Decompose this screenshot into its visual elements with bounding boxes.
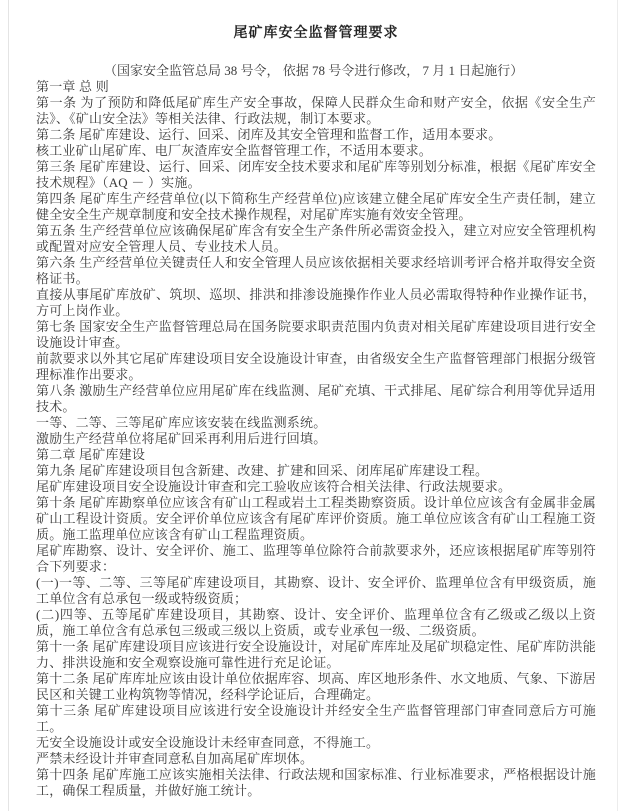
paragraph: 直接从事尾矿库放矿、筑坝、巡坝、排洪和排渗设施操作作业人员必需取得特种作业操作证书，方可上岗作业。 bbox=[36, 287, 596, 318]
paragraph: 第四条 尾矿库生产经营单位(以下简称生产经营单位)应该建立健全尾矿库安全生产责任制，建立健全安全生产规章制度和安全技术操作规程，对尾矿库实施有效安全管理。 bbox=[36, 191, 596, 222]
paragraph: 第六条 生产经营单位关键责任人和安全管理人员应该依据相关要求经培训考评合格并取得安全资格证书。 bbox=[36, 255, 596, 286]
paragraph: 尾矿库勘察、设计、安全评价、施工、监理等单位除符合前款要求外，还应该根据尾矿库等别符合下列要求： bbox=[36, 543, 596, 574]
paragraph: 第七条 国家安全生产监督管理总局在国务院要求职责范围内负责对相关尾矿库建设项目进行安全设施设计审查。 bbox=[36, 319, 596, 350]
paragraph-list bbox=[36, 79, 596, 799]
paragraph: 第十四条 尾矿库施工应该实施相关法律、行政法规和国家标准、行业标准要求，严格根据设计施工，确保工程质量，并做好施工统计。 bbox=[36, 767, 596, 798]
chapter-heading: 第二章 尾矿库建设 bbox=[36, 447, 146, 462]
paragraph: 第一条 为了预防和降低尾矿库生产安全事故，保障人民群众生命和财产安全，依据《安全生产法》、《矿山安全法》等相关法律、行政法规，制订本要求。 bbox=[36, 95, 596, 126]
paragraph: 第十一条 尾矿库建设项目应该进行安全设施设计，对尾矿库库址及尾矿坝稳定性、尾矿库防洪能力、排洪设施和安全观察设施可靠性进行充足论证。 bbox=[36, 639, 596, 670]
paragraph: 核工业矿山尾矿库、电厂灰渣库安全监督管理工作，不适用本要求。 bbox=[36, 143, 433, 158]
paragraph: 第三条 尾矿库建设、运行、回采、闭库安全技术要求和尾矿库等别划分标准，根据《尾矿库安全技术规程》（AQ － ）实施。 bbox=[36, 159, 596, 190]
paragraph: 第十二条 尾矿库库址应该由设计单位依据库容、坝高、库区地形条件、水文地质、气象、下游居民区和关键工业构筑物等情况，经科学论证后，合理确定。 bbox=[36, 671, 596, 702]
paragraph: 一等、二等、三等尾矿库应该安装在线监测系统。 bbox=[36, 415, 327, 430]
document-title: 尾矿库安全监督管理要求 bbox=[233, 26, 399, 41]
paragraph: 前款要求以外其它尾矿库建设项目安全设施设计审查，由省级安全生产监督管理部门根据分级管理标准作出要求。 bbox=[36, 351, 596, 382]
paragraph: 第九条 尾矿库建设项目包含新建、改建、扩建和回采、闭库尾矿库建设工程。 bbox=[36, 463, 489, 478]
paragraph: 第十条 尾矿库勘察单位应该含有矿山工程或岩土工程类勘察资质。设计单位应该含有金属非金属矿山工程设计资质。安全评价单位应该含有尾矿库评价资质。施工单位应该含有矿山工程施工资质。施工监理单位应该含有矿山工程监理资质。 bbox=[36, 495, 596, 542]
issuance-note: （国家安全监管总局 38 号令， 依据 78 号令进行修改， 7 月 1 日起施行） bbox=[104, 63, 524, 78]
paragraph: 第八条 激励生产经营单位应用尾矿库在线监测、尾矿充填、干式排尾、尾矿综合利用等优异适用技术。 bbox=[36, 383, 596, 414]
paragraph: 无安全设施设计或安全设施设计未经审查同意，不得施工。 bbox=[36, 735, 380, 750]
paragraph: 严禁未经设计并审查同意私自加高尾矿库坝体。 bbox=[36, 751, 314, 766]
paragraph: 第五条 生产经营单位应该确保尾矿库含有安全生产条件所必需资金投入，建立对应安全管理机构或配置对应安全管理人员、专业技术人员。 bbox=[36, 223, 596, 254]
document-page bbox=[8, 0, 618, 811]
chapter-heading: 第一章 总 则 bbox=[36, 79, 109, 94]
paragraph: 第二条 尾矿库建设、运行、回采、闭库及其安全管理和监督工作，适用本要求。 bbox=[36, 127, 502, 142]
paragraph: (一)一等、二等、三等尾矿库建设项目，其勘察、设计、安全评价、监理单位含有甲级资质，施工单位含有总承包一级或特级资质； bbox=[36, 575, 596, 606]
paragraph: (二)四等、五等尾矿库建设项目，其勘察、设计、安全评价、监理单位含有乙级或乙级以上资质，施工单位含有总承包三级或三级以上资质，或专业承包一级、二级资质。 bbox=[36, 607, 596, 638]
paragraph: 尾矿库建设项目安全设施设计审查和完工验收应该符合相关法律、行政法规要求。 bbox=[36, 479, 512, 494]
paragraph: 激励生产经营单位将尾矿回采再利用后进行回填。 bbox=[36, 431, 327, 446]
paragraph: 第十三条 尾矿库建设项目应该进行安全设施设计并经安全生产监督管理部门审查同意后方可施工。 bbox=[36, 703, 596, 734]
